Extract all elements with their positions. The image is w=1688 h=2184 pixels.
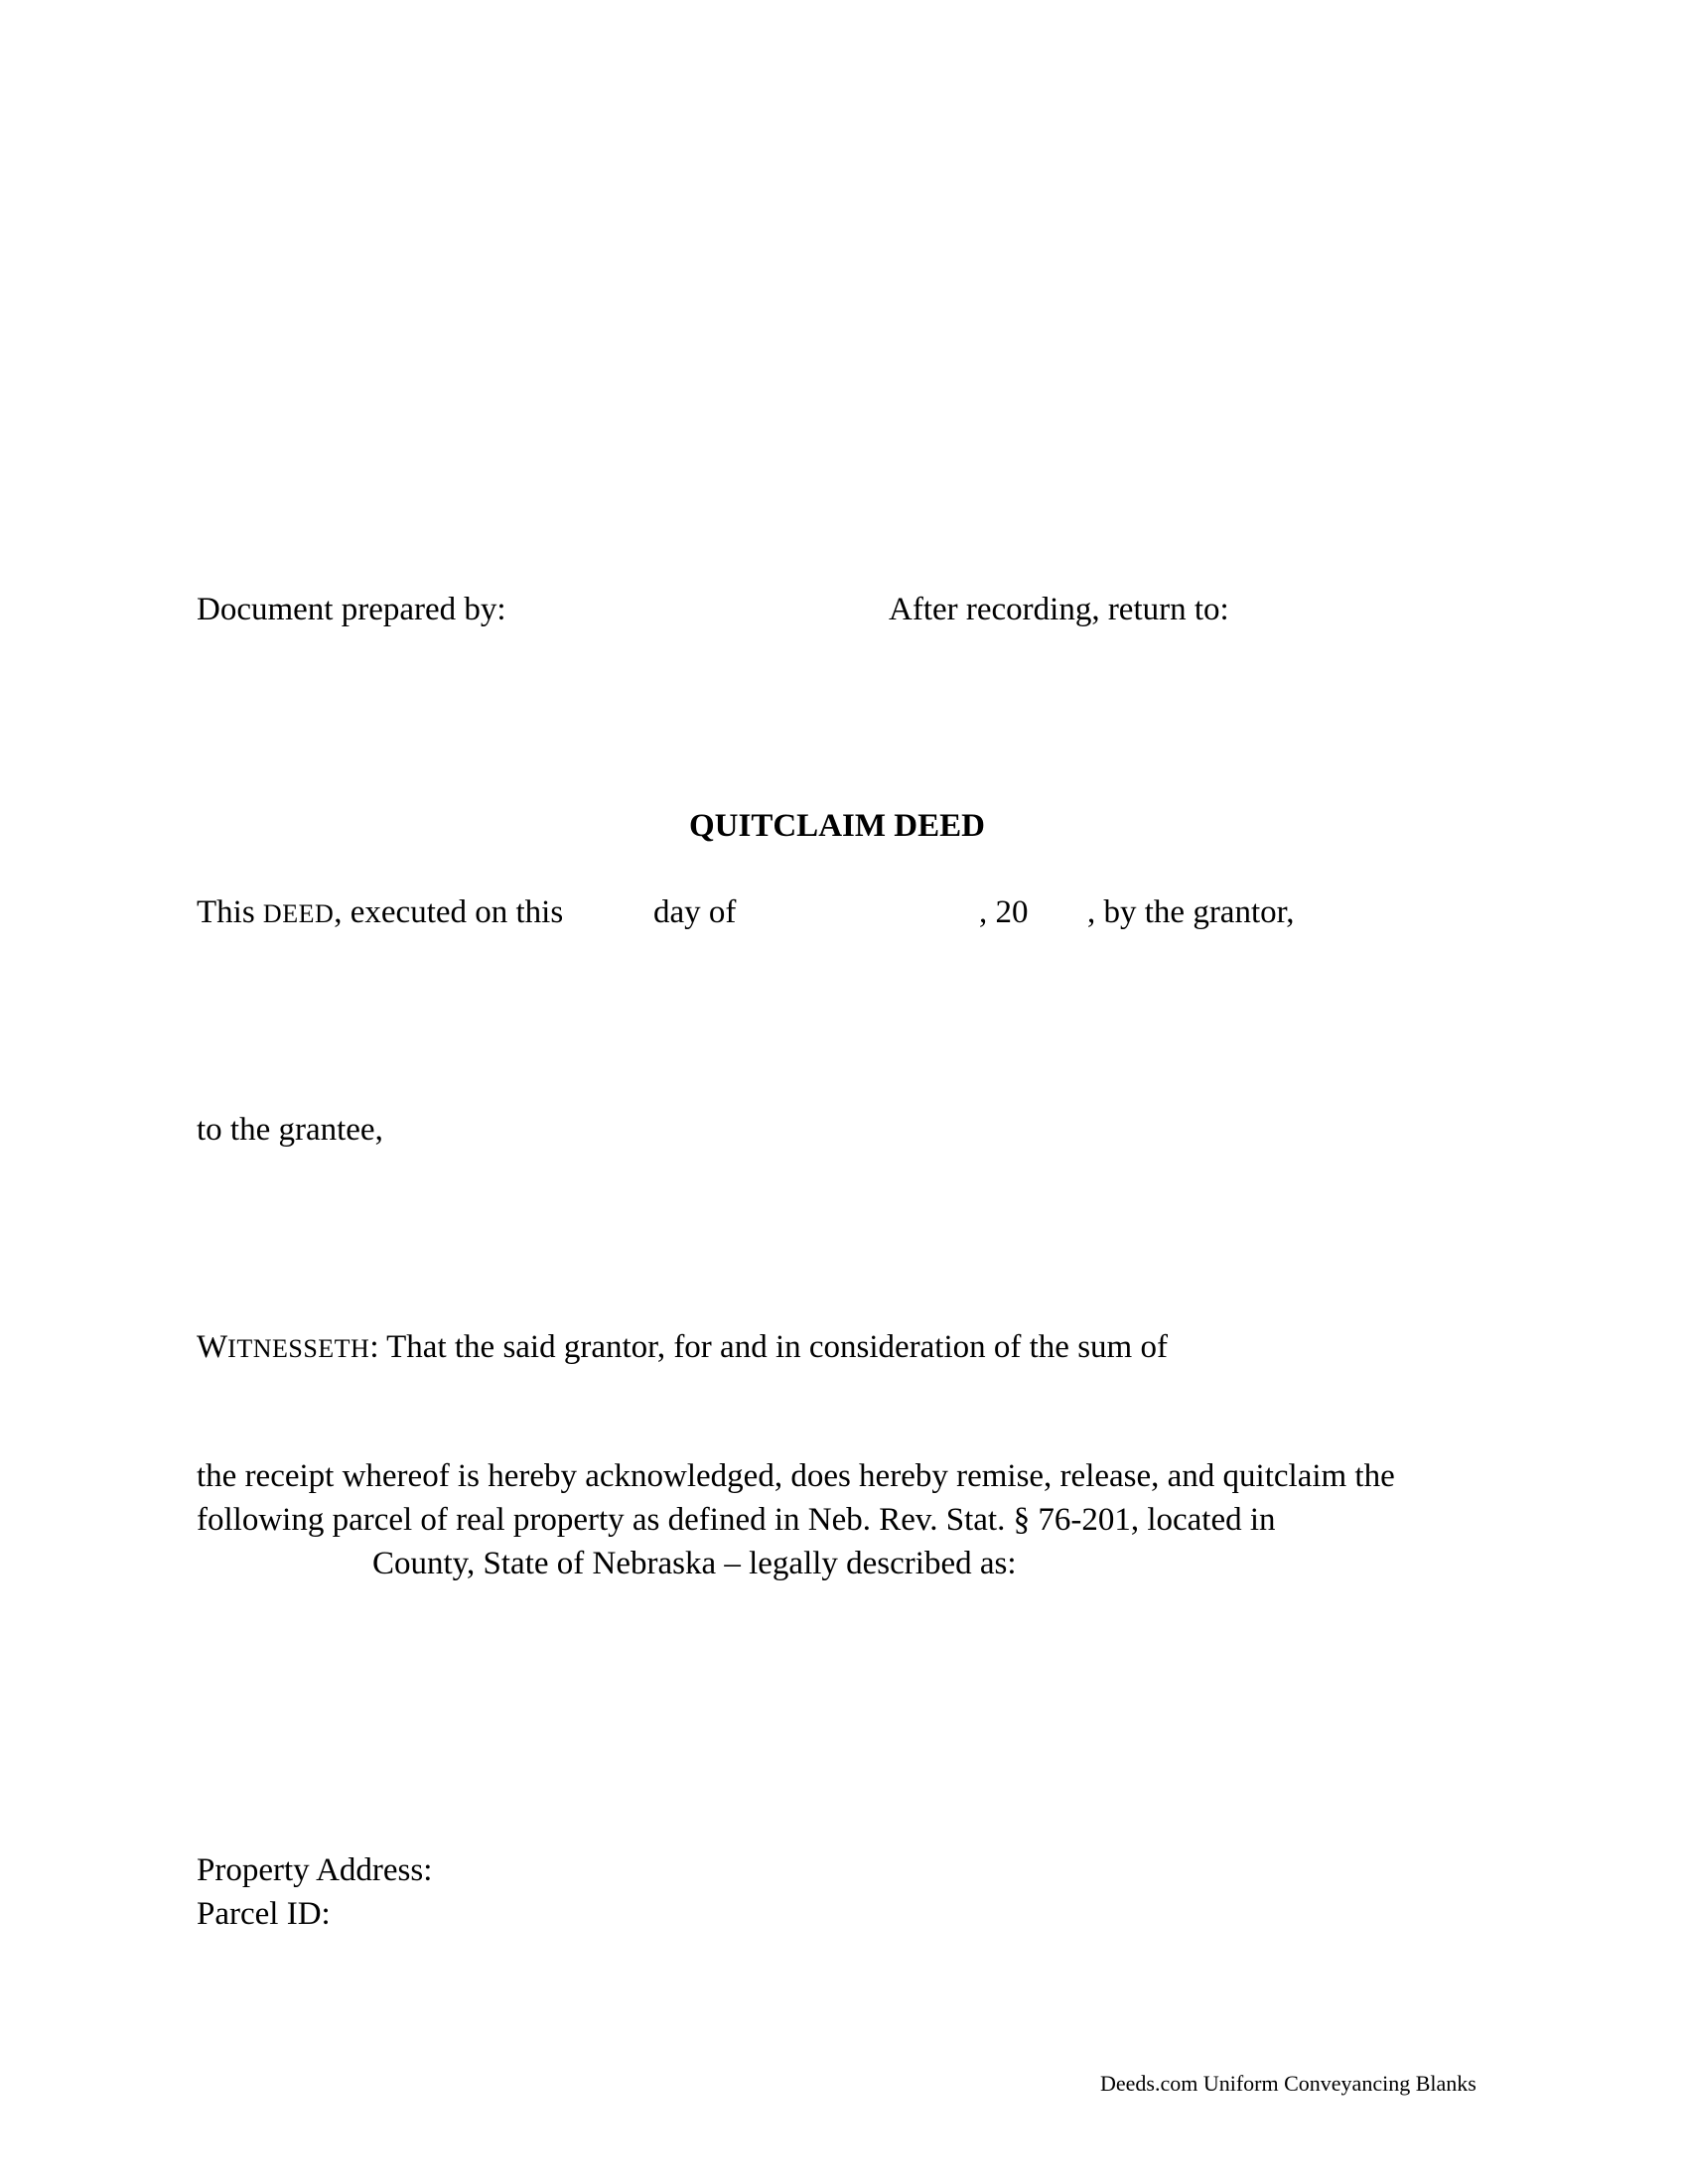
witnesseth-text: : That the said grantor, for and in consideration of the sum of: [369, 1329, 1168, 1365]
prepared-by-label: Document prepared by:: [197, 592, 506, 627]
witnesseth-rest: ITNESSETH: [227, 1334, 370, 1363]
footer-credit: Deeds.com Uniform Conveyancing Blanks: [1100, 2071, 1477, 2096]
grantee-label: to the grantee,: [197, 1112, 383, 1148]
year-prefix-label: , 20: [979, 894, 1029, 930]
by-grantor-label: , by the grantor,: [1087, 894, 1295, 930]
deed-word: DEED: [262, 899, 335, 928]
conveyance-line-2: following parcel of real property as defined in Neb. Rev. Stat. § 76-201, located in: [197, 1502, 1276, 1538]
deed-executed-text: , executed on this: [334, 894, 564, 930]
witnesseth-line: [197, 1325, 1168, 1371]
document-title: QUITCLAIM DEED: [689, 808, 985, 844]
conveyance-line-3: County, State of Nebraska – legally described as:: [372, 1546, 1017, 1581]
return-to-label: After recording, return to:: [889, 592, 1229, 627]
day-of-label: day of: [653, 894, 737, 930]
conveyance-line-1: the receipt whereof is hereby acknowledged, does hereby remise, release, and quitclaim the: [197, 1458, 1395, 1494]
property-address-label: Property Address:: [197, 1852, 433, 1888]
parcel-id-label: Parcel ID:: [197, 1896, 331, 1932]
deed-execution-line: [197, 890, 563, 936]
witnesseth-initial: W: [197, 1329, 228, 1365]
deed-this-text: This: [197, 894, 263, 930]
